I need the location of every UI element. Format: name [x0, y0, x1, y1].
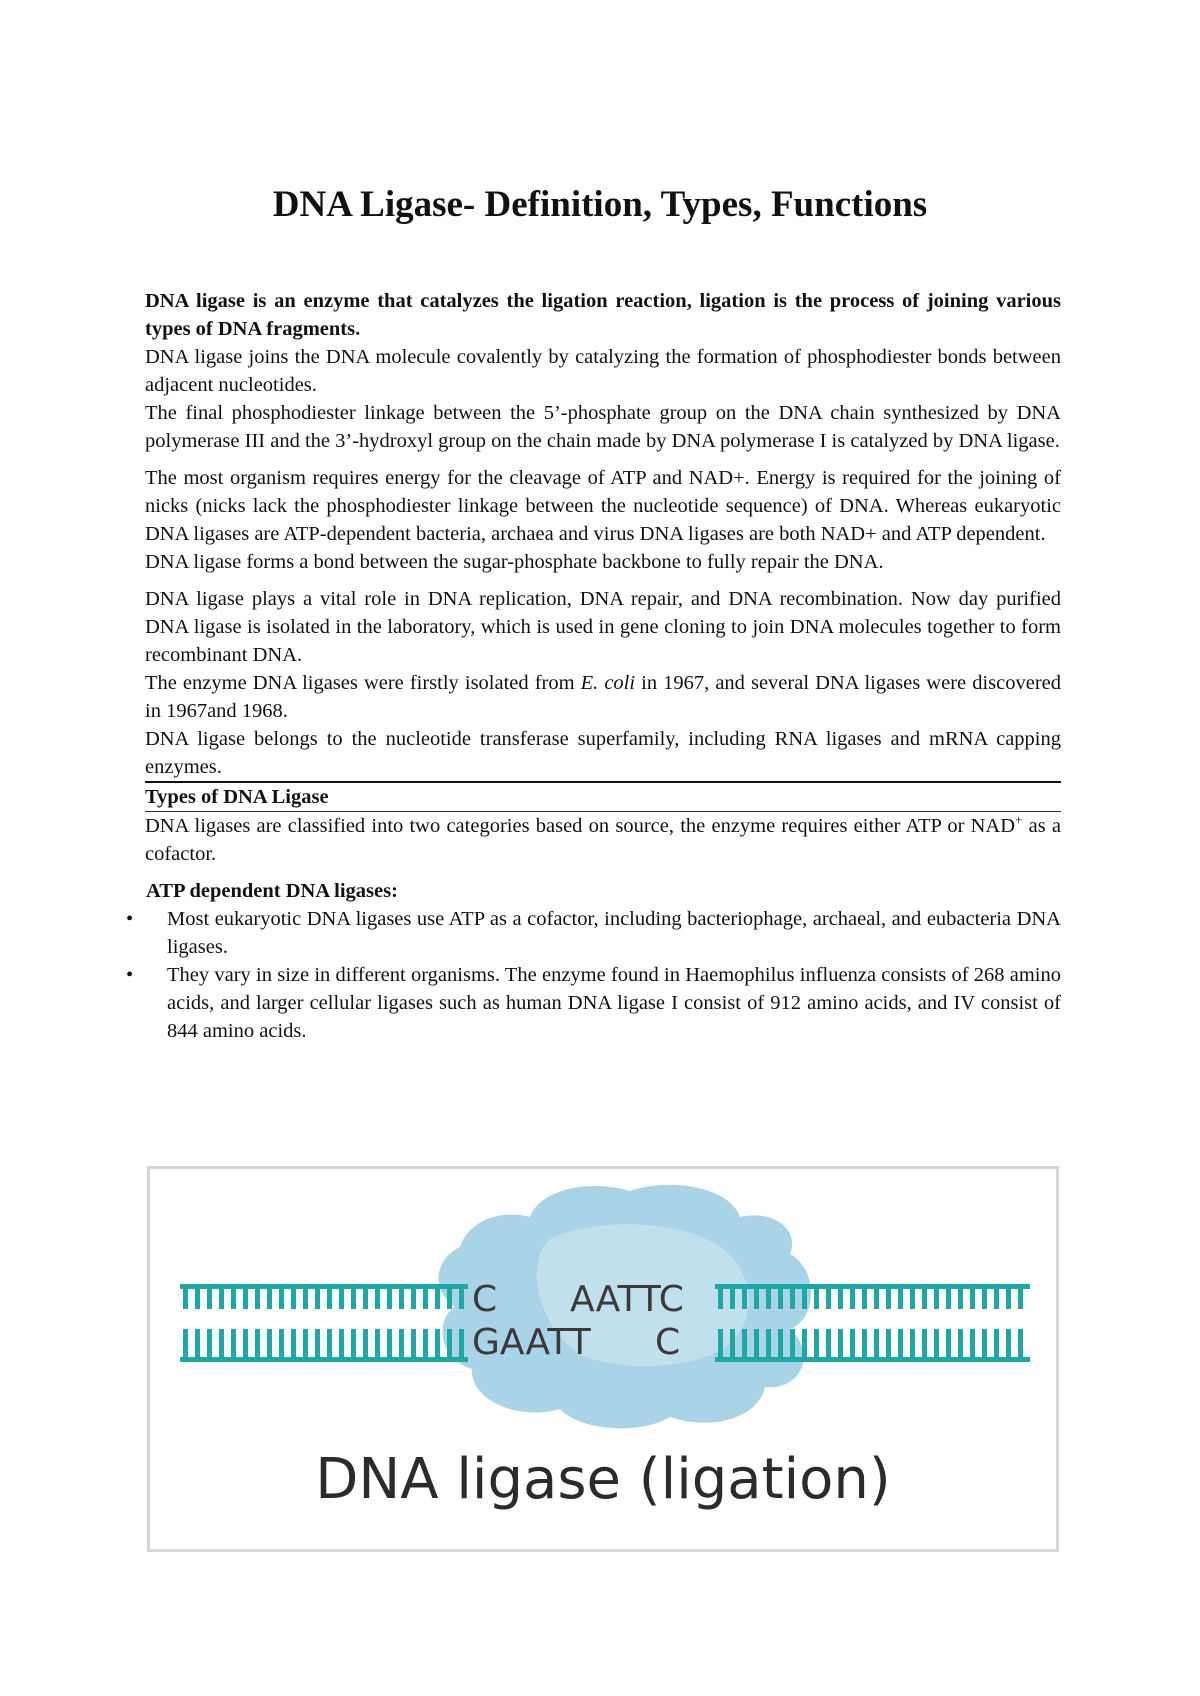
dna-base-rung	[423, 1329, 428, 1357]
document-body	[126, 287, 1061, 1045]
dna-base-rung	[183, 1329, 188, 1357]
dna-base-rung	[339, 1329, 344, 1357]
dna-base-rung	[411, 1329, 416, 1357]
paragraph-isolation-history: The enzyme DNA ligases were firstly isolated from E. coli in 1967, and several DNA ligases were discovered in 1967and 1968.	[145, 672, 1061, 722]
dna-base-rung	[850, 1284, 855, 1309]
dna-base-rung	[183, 1284, 188, 1309]
dna-base-rung	[255, 1284, 260, 1309]
dna-base-rung	[982, 1284, 987, 1309]
dna-ligase-figure	[147, 1166, 1059, 1552]
dna-base-rung	[790, 1329, 795, 1357]
page-title: DNA Ligase- Definition, Types, Functions	[272, 184, 928, 225]
dna-base-rung	[730, 1284, 735, 1309]
dna-base-rung	[459, 1329, 464, 1357]
dna-base-rung	[207, 1284, 212, 1309]
section-heading-types: Types of DNA Ligase	[145, 786, 329, 808]
dna-base-rung	[435, 1284, 440, 1309]
dna-base-rung	[994, 1284, 999, 1309]
paragraph-phosphodiester-linkage: The final phosphodiester linkage between the 5’-phosphate group on the DNA chain synthesized by DNA polymerase III and the 3’-hydroxyl group on the chain made by DNA polymerase I is catalyzed by DNA ligase.	[145, 402, 1061, 452]
dna-base-rung	[742, 1329, 747, 1357]
list-item: • Most eukaryotic DNA ligases use ATP as a cofactor, including bacteriophage, archaeal, and eubacteria DNA ligases.	[145, 905, 1061, 961]
bullet-icon: •	[126, 964, 134, 986]
dna-base-rung	[351, 1284, 356, 1309]
dna-base-rung	[447, 1284, 452, 1309]
dna-base-rung	[207, 1329, 212, 1357]
bottom-right-base-label: C	[655, 1322, 681, 1363]
dna-base-rung	[922, 1329, 927, 1357]
dna-base-rung	[219, 1284, 224, 1309]
bottom-left-bases-label: GAATT	[472, 1322, 591, 1363]
dna-base-rung	[303, 1284, 308, 1309]
bullet-icon: •	[126, 908, 134, 930]
dna-base-rung	[327, 1284, 332, 1309]
dna-base-rung	[195, 1329, 200, 1357]
dna-backbone-bottom	[715, 1357, 1030, 1362]
dna-base-rung	[766, 1329, 771, 1357]
left-dna-duplex	[180, 1284, 468, 1362]
dna-base-rung	[898, 1284, 903, 1309]
dna-base-rung	[946, 1329, 951, 1357]
dna-base-rung	[826, 1284, 831, 1309]
dna-base-rung	[303, 1329, 308, 1357]
dna-base-rung	[874, 1329, 879, 1357]
dna-base-rung	[231, 1329, 236, 1357]
dna-base-rung	[195, 1284, 200, 1309]
dna-base-rung	[718, 1329, 723, 1357]
dna-base-rung	[958, 1329, 963, 1357]
dna-base-rung	[279, 1329, 284, 1357]
atp-ligase-list	[126, 905, 1061, 1045]
dna-base-rung	[922, 1284, 927, 1309]
dna-base-rung	[814, 1329, 819, 1357]
dna-base-rung	[363, 1284, 368, 1309]
dna-base-rung	[754, 1284, 759, 1309]
dna-base-rung	[447, 1329, 452, 1357]
dna-base-rung	[718, 1284, 723, 1309]
dna-base-rung	[994, 1329, 999, 1357]
dna-base-rung	[387, 1329, 392, 1357]
dna-base-rung	[315, 1329, 320, 1357]
dna-base-rung	[327, 1329, 332, 1357]
dna-base-rung	[778, 1284, 783, 1309]
dna-base-rung	[754, 1329, 759, 1357]
dna-base-rung	[279, 1284, 284, 1309]
dna-base-rung	[790, 1284, 795, 1309]
dna-base-rung	[363, 1329, 368, 1357]
dna-base-rung	[838, 1284, 843, 1309]
dna-base-rung	[267, 1284, 272, 1309]
dna-base-rung	[387, 1284, 392, 1309]
dna-base-rung	[411, 1284, 416, 1309]
paragraph-vital-role: DNA ligase plays a vital role in DNA replication, DNA repair, and DNA recombination. Now day purified DNA ligase is isolated in the laboratory, which is used in gene cloning to join DNA molecules together to form recombinant DNA.	[145, 588, 1061, 666]
dna-base-rung	[934, 1284, 939, 1309]
paragraph-energy-requirement: The most organism requires energy for the cleavage of ATP and NAD+. Energy is required for the joining of nicks (nicks lack the phosphodiester linkage between the nucleotide sequence) of DNA. Whereas eukaryotic DNA ligases are ATP-dependent bacteria, archaea and virus DNA ligases are both NAD+ and ATP dependent.	[145, 467, 1061, 545]
dna-base-rung	[958, 1284, 963, 1309]
dna-base-rung	[339, 1284, 344, 1309]
dna-base-rung	[778, 1329, 783, 1357]
dna-base-rung	[850, 1329, 855, 1357]
dna-base-rung	[243, 1329, 248, 1357]
dna-base-rung	[838, 1329, 843, 1357]
figure-caption: DNA ligase (ligation)	[315, 1447, 891, 1512]
dna-base-rung	[910, 1329, 915, 1357]
dna-base-rung	[351, 1329, 356, 1357]
ecoli-italic: E. coli	[580, 672, 636, 694]
dna-base-rung	[219, 1329, 224, 1357]
dna-base-rung	[231, 1284, 236, 1309]
dna-base-rung	[1006, 1329, 1011, 1357]
dna-base-rung	[399, 1329, 404, 1357]
dna-base-rung	[898, 1329, 903, 1357]
dna-base-rung	[255, 1329, 260, 1357]
dna-base-rung	[742, 1284, 747, 1309]
dna-backbone-bottom	[180, 1357, 468, 1362]
dna-base-rung	[315, 1284, 320, 1309]
paragraph-sugar-phosphate: DNA ligase forms a bond between the sugar-phosphate backbone to fully repair the DNA.	[145, 551, 884, 573]
dna-base-rung	[826, 1329, 831, 1357]
dna-base-rung	[982, 1329, 987, 1357]
dna-base-rung	[375, 1329, 380, 1357]
dna-base-rung	[399, 1284, 404, 1309]
dna-base-rung	[730, 1329, 735, 1357]
dna-base-rung	[802, 1284, 807, 1309]
dna-base-rung	[459, 1284, 464, 1309]
dna-base-rung	[814, 1284, 819, 1309]
dna-base-rung	[1018, 1284, 1023, 1309]
dna-base-rung	[802, 1329, 807, 1357]
dna-base-rung	[886, 1284, 891, 1309]
intro-paragraph: DNA ligase is an enzyme that catalyzes the ligation reaction, ligation is the process of joining various types of DNA fragments.	[145, 290, 1061, 340]
dna-base-rung	[423, 1284, 428, 1309]
dna-base-rung	[291, 1284, 296, 1309]
dna-base-rung	[970, 1329, 975, 1357]
list-item: • They vary in size in different organisms. The enzyme found in Haemophilus influenza consists of 268 amino acids, and larger cellular ligases such as human DNA ligase I consist of 912 amino acids, and IV consist of 844 amino acids.	[145, 961, 1061, 1045]
dna-base-rung	[766, 1284, 771, 1309]
dna-base-rung	[946, 1284, 951, 1309]
dna-base-rung	[910, 1284, 915, 1309]
subheading-atp-dependent: ATP dependent DNA ligases:	[146, 880, 398, 902]
dna-base-rung	[862, 1284, 867, 1309]
dna-base-rung	[267, 1329, 272, 1357]
dna-base-rung	[934, 1329, 939, 1357]
paragraph-covalent-joining: DNA ligase joins the DNA molecule covalently by catalyzing the formation of phosphodiester bonds between adjacent nucleotides.	[145, 346, 1061, 396]
dna-base-rung	[874, 1284, 879, 1309]
dna-base-rung	[291, 1329, 296, 1357]
paragraph-superfamily: DNA ligase belongs to the nucleotide transferase superfamily, including RNA ligases and mRNA capping enzymes.	[145, 728, 1061, 778]
dna-base-rung	[375, 1284, 380, 1309]
top-left-base-label: C	[472, 1279, 498, 1320]
dna-base-rung	[243, 1284, 248, 1309]
dna-base-rung	[435, 1329, 440, 1357]
dna-base-rung	[1006, 1284, 1011, 1309]
dna-base-rung	[886, 1329, 891, 1357]
paragraph-categories: DNA ligases are classified into two categories based on source, the enzyme requires either ATP or NAD+ as a cofactor.	[145, 812, 1061, 865]
dna-base-rung	[1018, 1329, 1023, 1357]
dna-base-rung	[862, 1329, 867, 1357]
top-right-bases-label: AATTC	[570, 1279, 684, 1320]
dna-base-rung	[970, 1284, 975, 1309]
